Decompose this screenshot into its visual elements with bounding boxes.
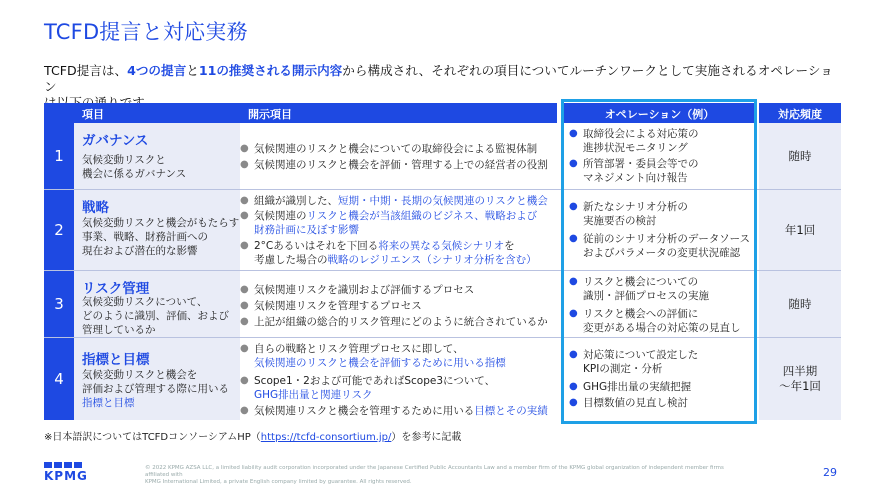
bullet-icon: ● bbox=[569, 233, 578, 244]
operation-bullet bbox=[569, 380, 758, 394]
disclosure-highlight: 目標とその実績 bbox=[474, 405, 548, 417]
bullet-icon: ● bbox=[569, 349, 578, 360]
bullet-icon: ● bbox=[569, 308, 578, 319]
frequency-cell: 随時 bbox=[759, 123, 841, 189]
bullet-icon: ● bbox=[240, 284, 249, 295]
intro-part: TCFD提言は、 bbox=[44, 63, 128, 78]
bullet-icon: ● bbox=[569, 201, 578, 212]
header-item: 項目 bbox=[82, 108, 104, 121]
disclosure-text: 上記が組織の総合的リスク管理にどのように統合されているか bbox=[254, 316, 548, 328]
bullet-icon: ● bbox=[569, 276, 578, 287]
header-frequency bbox=[759, 103, 841, 123]
copyright-line: KPMG International Limited, a private English company limited by guarantee. All rights reserved. bbox=[145, 479, 412, 485]
frequency-line: ～年1回 bbox=[779, 379, 821, 393]
disclosure-text: 気候関連リスクを管理するプロセス bbox=[254, 300, 422, 312]
operation-text: リスクと機会への評価に bbox=[583, 308, 699, 320]
frequency-cell: 随時 bbox=[759, 271, 841, 337]
disclosure-bullet bbox=[240, 404, 554, 418]
item-subtitle-line: 指標と目標 bbox=[82, 397, 135, 409]
disclosure-bullet bbox=[240, 342, 554, 370]
intro-highlight: 11の推奨される開示内容 bbox=[198, 63, 343, 78]
disclosure-highlight: 短期・中期・長期の気候関連のリスクと機会 bbox=[338, 195, 548, 207]
disclosure-text: を bbox=[504, 240, 515, 252]
footnote-text: ※日本語訳についてはTCFDコンソーシアムHP（ bbox=[44, 432, 261, 443]
footnote-text: ）を参考に記載 bbox=[391, 432, 462, 443]
table-row bbox=[44, 338, 841, 420]
copyright bbox=[145, 465, 745, 486]
operation-cell bbox=[563, 271, 756, 337]
item-title: リスク管理 bbox=[82, 281, 150, 297]
disclosure-text: 気候関連のリスクと機会についての取締役会による監視体制 bbox=[254, 143, 538, 155]
operation-text: 目標数値の見直し検討 bbox=[583, 397, 688, 409]
disclosure-highlight: GHG排出量と関連リスク bbox=[254, 389, 373, 401]
disclosure-bullet bbox=[240, 374, 554, 402]
bullet-icon: ● bbox=[240, 375, 249, 386]
operation-text: マネジメント向け報告 bbox=[583, 172, 688, 184]
operation-text: 実施要否の検討 bbox=[583, 215, 657, 227]
operation-bullet bbox=[569, 307, 758, 335]
operation-text: リスクと機会についての bbox=[583, 276, 699, 288]
disclosure-bullet bbox=[240, 299, 554, 313]
row-number: 3 bbox=[44, 271, 74, 337]
disclosure-cell bbox=[240, 338, 559, 420]
kpmg-logo bbox=[44, 462, 88, 483]
disclosure-bullet bbox=[240, 158, 554, 172]
page-title: TCFD提言と対応実務 bbox=[44, 20, 248, 44]
table-row bbox=[44, 190, 841, 270]
item-subtitle-line: 現在および潜在的な影響 bbox=[82, 245, 198, 257]
item-subtitle-line: 気候変動リスクと機会を bbox=[82, 369, 198, 381]
operation-bullet bbox=[569, 396, 758, 410]
disclosure-highlight: 財務計画に及ぼす影響 bbox=[254, 224, 359, 236]
bullet-icon: ● bbox=[240, 210, 249, 221]
disclosure-text: 気候関連リスクを識別および評価するプロセス bbox=[254, 284, 475, 296]
bullet-icon: ● bbox=[240, 159, 249, 170]
bullet-icon: ● bbox=[569, 381, 578, 392]
disclosure-bullet bbox=[240, 142, 554, 156]
frequency-cell: 年1回 bbox=[759, 190, 841, 270]
item-subtitle bbox=[82, 368, 242, 410]
disclosure-text: 自らの戦略とリスク管理プロセスに即して、 bbox=[254, 343, 464, 355]
operation-text: 識別・評価プロセスの実施 bbox=[583, 290, 709, 302]
table-row bbox=[44, 271, 841, 337]
operation-bullet bbox=[569, 348, 758, 376]
disclosure-text: 気候関連の bbox=[254, 210, 307, 222]
operation-text: 新たなシナリオ分析の bbox=[583, 201, 688, 213]
disclosure-bullet bbox=[240, 194, 554, 208]
frequency-line: 四半期 bbox=[782, 364, 818, 378]
item-subtitle bbox=[82, 216, 242, 258]
disclosure-highlight: 戦略のレジリエンス（シナリオ分析を含む） bbox=[327, 254, 537, 266]
disclosure-bullet bbox=[240, 283, 554, 297]
consortium-link[interactable]: https://tcfd-consortium.jp/ bbox=[260, 432, 392, 443]
header-operation-label: オペレーション（例） bbox=[604, 108, 715, 121]
operation-text: 所管部署・委員会等での bbox=[583, 158, 699, 170]
operation-text: 取締役会による対応策の bbox=[583, 128, 699, 140]
header-frequency-label: 対応頻度 bbox=[778, 108, 822, 121]
item-subtitle-line: 気候変動リスクと bbox=[82, 154, 166, 166]
item-subtitle bbox=[82, 295, 242, 337]
disclosure-highlight: リスクと機会が当該組織のビジネス、戦略および bbox=[306, 210, 538, 222]
operation-bullet bbox=[569, 157, 758, 185]
disclosure-bullet bbox=[240, 239, 554, 267]
table-row bbox=[44, 123, 841, 189]
bullet-icon: ● bbox=[240, 316, 249, 327]
operation-text: 従前のシナリオ分析のデータソース bbox=[583, 233, 751, 245]
disclosure-cell bbox=[240, 271, 559, 337]
disclosure-highlight: 将来の異なる気候シナリオ bbox=[378, 240, 505, 252]
bullet-icon: ● bbox=[569, 128, 578, 139]
footnote bbox=[44, 428, 461, 443]
operation-cell bbox=[563, 123, 756, 189]
item-cell bbox=[74, 190, 240, 270]
operation-text: 対応策について設定した bbox=[583, 349, 699, 361]
header-operation bbox=[563, 103, 756, 123]
item-subtitle-line: 評価および管理する際に用いる bbox=[82, 383, 229, 395]
disclosure-text: 2°Cあるいはそれを下回る bbox=[254, 240, 379, 252]
bullet-icon: ● bbox=[240, 343, 249, 354]
row-number: 4 bbox=[44, 338, 74, 420]
item-subtitle-line: 管理しているか bbox=[82, 324, 156, 336]
logo-text: KPMG bbox=[44, 469, 88, 483]
operation-cell bbox=[563, 190, 756, 270]
intro-part: と bbox=[186, 63, 199, 78]
copyright-line: © 2022 KPMG AZSA LLC, a limited liability audit corporation incorporated under the Japanese Certified Public Accountants Law and a member firm of the KPMG global organization of independent member firms affiliated with bbox=[145, 465, 724, 478]
item-cell bbox=[74, 123, 240, 189]
operation-text: 進捗状況モニタリング bbox=[583, 142, 688, 154]
item-cell bbox=[74, 338, 240, 420]
operation-bullet bbox=[569, 200, 758, 228]
row-number: 1 bbox=[44, 123, 74, 189]
disclosure-highlight: 気候関連のリスクと機会を評価するために用いる指標 bbox=[254, 357, 506, 369]
disclosure-bullet bbox=[240, 315, 554, 329]
intro-part: から構成され、それぞれの項目についてルーチンワークとして実施されるオペレーション bbox=[44, 63, 833, 94]
item-cell bbox=[74, 271, 240, 337]
operation-text: KPIの測定・分析 bbox=[583, 363, 663, 375]
header-disclosure: 開示項目 bbox=[248, 108, 292, 121]
operation-bullet bbox=[569, 275, 758, 303]
item-subtitle bbox=[82, 153, 242, 181]
operation-bullet bbox=[569, 232, 758, 260]
operation-cell bbox=[563, 338, 756, 420]
disclosure-text: Scope1・2および可能であればScope3について、 bbox=[254, 375, 496, 387]
disclosure-text: 気候関連のリスクと機会を評価・管理する上での経営者の役割 bbox=[254, 159, 548, 171]
logo-boxes bbox=[44, 462, 88, 468]
row-number: 2 bbox=[44, 190, 74, 270]
item-title: 指標と目標 bbox=[82, 352, 150, 368]
bullet-icon: ● bbox=[240, 405, 249, 416]
operation-text: およびパラメータの変更状況確認 bbox=[583, 247, 741, 259]
item-title: 戦略 bbox=[82, 200, 109, 216]
operation-text: 変更がある場合の対応策の見直し bbox=[583, 322, 741, 334]
item-subtitle-line: 気候変動リスクについて、 bbox=[82, 296, 208, 308]
item-title: ガバナンス bbox=[82, 133, 149, 149]
item-subtitle-line: 機会に係るガバナンス bbox=[82, 168, 187, 180]
disclosure-cell bbox=[240, 123, 559, 189]
disclosure-text: 組織が識別した、 bbox=[254, 195, 338, 207]
intro-highlight: 4つの提言 bbox=[127, 63, 187, 78]
disclosure-text: 考慮した場合の bbox=[254, 254, 328, 266]
page-number: 29 bbox=[823, 466, 837, 479]
bullet-icon: ● bbox=[240, 300, 249, 311]
operation-bullet bbox=[569, 127, 758, 155]
frequency-cell bbox=[759, 338, 841, 420]
bullet-icon: ● bbox=[240, 195, 249, 206]
item-subtitle-line: 気候変動リスクと機会がもたらす bbox=[82, 217, 240, 229]
bullet-icon: ● bbox=[569, 397, 578, 408]
disclosure-text: 気候関連リスクと機会を管理するために用いる bbox=[254, 405, 475, 417]
disclosure-cell bbox=[240, 190, 559, 270]
operation-text: GHG排出量の実績把握 bbox=[583, 381, 692, 393]
item-subtitle-line: 事業、戦略、財務計画への bbox=[82, 231, 208, 243]
item-subtitle-line: どのように識別、評価、および bbox=[82, 310, 229, 322]
bullet-icon: ● bbox=[240, 143, 249, 154]
table-header-main bbox=[44, 103, 557, 123]
bullet-icon: ● bbox=[569, 158, 578, 169]
disclosure-bullet bbox=[240, 209, 554, 237]
bullet-icon: ● bbox=[240, 240, 249, 251]
